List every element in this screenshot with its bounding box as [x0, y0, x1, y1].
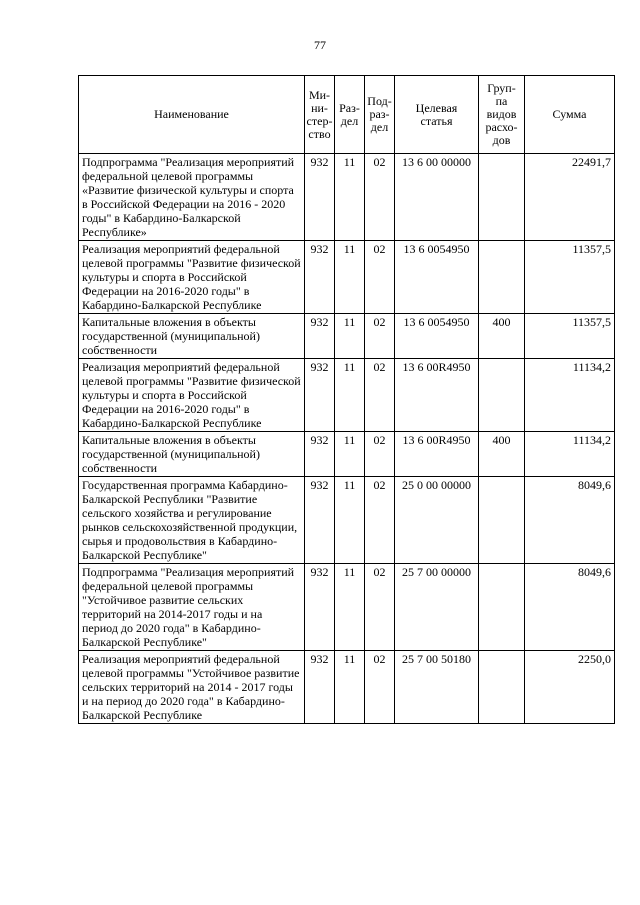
cell-subsection: 02 [365, 477, 395, 564]
table-row [79, 564, 615, 651]
cell-subsection: 02 [365, 564, 395, 651]
cell-ministry: 932 [305, 154, 335, 241]
cell-sum: 2250,0 [525, 651, 615, 724]
cell-sum: 11134,2 [525, 432, 615, 477]
cell-section: 11 [335, 477, 365, 564]
cell-target: 13 6 0054950 [395, 241, 479, 314]
cell-group: 400 [479, 432, 525, 477]
cell-section: 11 [335, 432, 365, 477]
header-name: Наименование [79, 76, 305, 154]
cell-subsection: 02 [365, 314, 395, 359]
cell-name: Подпрограмма "Реализация мероприятий федеральной целевой программы "Устойчивое развитие сельских территорий на 2014-2017 годы и на период до 2020 года" в Кабардино-Балкарской Республике" [79, 564, 305, 651]
cell-section: 11 [335, 314, 365, 359]
header-group: Груп- па видов расхо- дов [479, 76, 525, 154]
cell-ministry: 932 [305, 241, 335, 314]
table-row [79, 314, 615, 359]
cell-subsection: 02 [365, 241, 395, 314]
table-row [79, 154, 615, 241]
cell-subsection: 02 [365, 359, 395, 432]
cell-ministry: 932 [305, 359, 335, 432]
table-row [79, 651, 615, 724]
header-section: Раз- дел [335, 76, 365, 154]
page-number: 77 [314, 38, 326, 52]
cell-subsection: 02 [365, 154, 395, 241]
cell-sum: 8049,6 [525, 564, 615, 651]
cell-target: 13 6 00R4950 [395, 432, 479, 477]
cell-name: Реализация мероприятий федеральной целевой программы "Устойчивое развитие сельских территорий на 2014 - 2017 годы и на период до 2020 года" в Кабардино-Балкарской Республике [79, 651, 305, 724]
header-ministry: Ми- ни- стер- ство [305, 76, 335, 154]
cell-name: Подпрограмма "Реализация мероприятий федеральной целевой программы «Развитие физической культуры и спорта в Российской Федерации на 2016 - 2020 годы" в Кабардино-Балкарской Республике» [79, 154, 305, 241]
cell-target: 13 6 00R4950 [395, 359, 479, 432]
cell-sum: 11357,5 [525, 314, 615, 359]
cell-sum: 11357,5 [525, 241, 615, 314]
cell-ministry: 932 [305, 477, 335, 564]
budget-table [78, 75, 615, 724]
cell-target: 25 7 00 50180 [395, 651, 479, 724]
header-subsection: Под- раз- дел [365, 76, 395, 154]
cell-section: 11 [335, 359, 365, 432]
cell-section: 11 [335, 651, 365, 724]
cell-group [479, 154, 525, 241]
table-row [79, 477, 615, 564]
cell-group [479, 477, 525, 564]
header-sum: Сумма [525, 76, 615, 154]
cell-target: 13 6 0054950 [395, 314, 479, 359]
cell-name: Капитальные вложения в объекты государственной (муниципальной) собственности [79, 314, 305, 359]
cell-name: Государственная программа Кабардино-Балкарской Республики "Развитие сельского хозяйства и регулирование рынков сельскохозяйственной продукции, сырья и продовольствия в Кабардино-Балкарской Республике" [79, 477, 305, 564]
cell-target: 25 7 00 00000 [395, 564, 479, 651]
cell-sum: 8049,6 [525, 477, 615, 564]
table-row [79, 432, 615, 477]
header-row [79, 76, 615, 154]
cell-subsection: 02 [365, 432, 395, 477]
cell-section: 11 [335, 154, 365, 241]
cell-sum: 22491,7 [525, 154, 615, 241]
cell-section: 11 [335, 564, 365, 651]
cell-group: 400 [479, 314, 525, 359]
table-row [79, 241, 615, 314]
cell-section: 11 [335, 241, 365, 314]
cell-group [479, 241, 525, 314]
cell-name: Капитальные вложения в объекты государственной (муниципальной) собственности [79, 432, 305, 477]
cell-group [479, 359, 525, 432]
cell-group [479, 651, 525, 724]
cell-target: 25 0 00 00000 [395, 477, 479, 564]
header-target: Целевая статья [395, 76, 479, 154]
cell-subsection: 02 [365, 651, 395, 724]
cell-name: Реализация мероприятий федеральной целевой программы "Развитие физической культуры и спорта в Российской Федерации на 2016-2020 годы" в Кабардино-Балкарской Республике [79, 359, 305, 432]
cell-ministry: 932 [305, 432, 335, 477]
cell-ministry: 932 [305, 564, 335, 651]
cell-ministry: 932 [305, 314, 335, 359]
cell-group [479, 564, 525, 651]
cell-ministry: 932 [305, 651, 335, 724]
table-row [79, 359, 615, 432]
cell-target: 13 6 00 00000 [395, 154, 479, 241]
cell-name: Реализация мероприятий федеральной целевой программы "Развитие физической культуры и спорта в Российской Федерации на 2016-2020 годы" в Кабардино-Балкарской Республике [79, 241, 305, 314]
cell-sum: 11134,2 [525, 359, 615, 432]
